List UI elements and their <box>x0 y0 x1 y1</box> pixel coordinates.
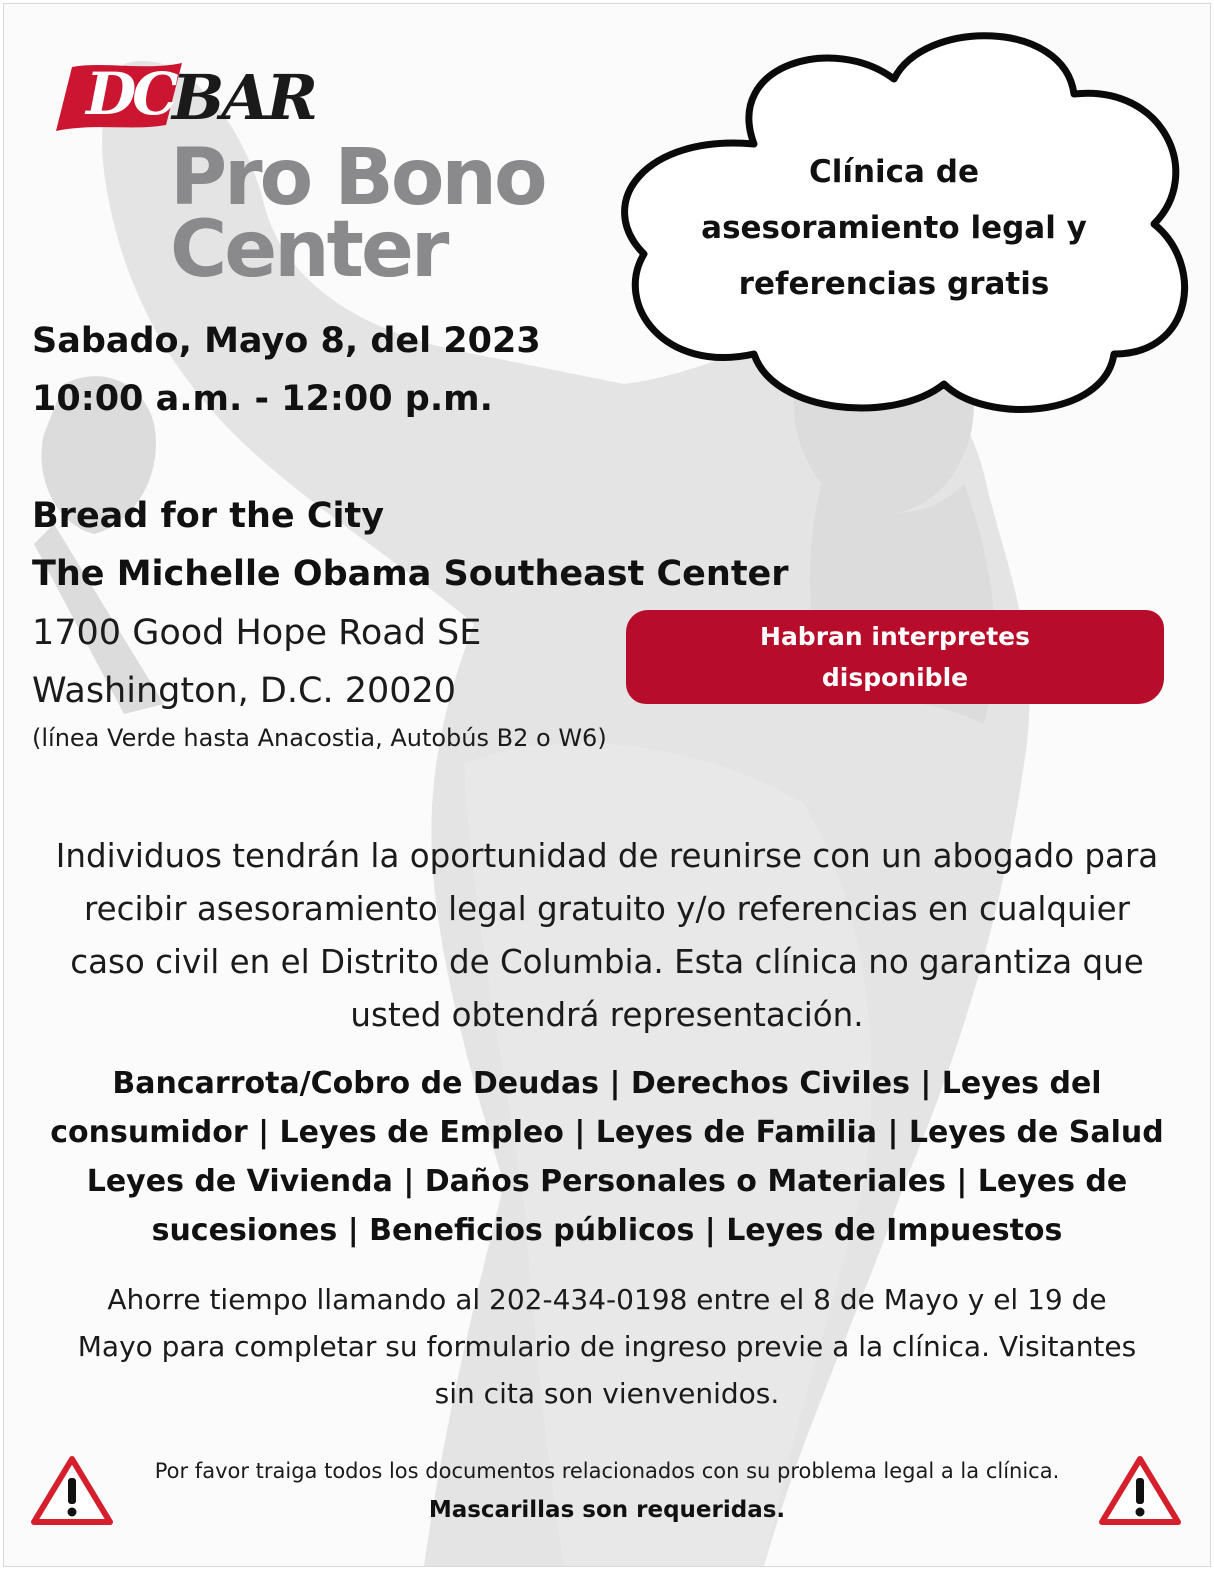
venue-name-1: Bread for the City <box>32 496 385 536</box>
venue-names <box>32 487 789 603</box>
cloud-heading <box>644 144 1144 312</box>
event-datetime <box>32 312 541 428</box>
intro-paragraph <box>4 830 1210 1042</box>
logo-pro-bono: Pro Bono <box>170 133 545 223</box>
address-street: 1700 Good Hope Road SE <box>32 613 482 653</box>
event-time: 10:00 a.m. - 12:00 p.m. <box>32 379 493 419</box>
flyer-page <box>3 3 1211 1567</box>
cloud-line-1: Clínica de <box>808 154 979 190</box>
dc-bar-logo <box>54 59 594 299</box>
transit-info: (línea Verde hasta Anacostia, Autobús B2 o W6) <box>32 724 607 752</box>
areas-line: sucesiones | Beneficios públicos | Leyes de Impuestos <box>151 1213 1063 1248</box>
practice-areas <box>4 1059 1210 1255</box>
event-date: Sabado, Mayo 8, del 2023 <box>32 321 541 361</box>
logo-dc-text: DC <box>86 60 175 128</box>
call-line: sin cita son vienvenidos. <box>434 1377 780 1410</box>
call-paragraph <box>4 1276 1210 1417</box>
call-line: Mayo para completar su formulario de ingreso previe a la clínica. Visitantes <box>77 1330 1137 1363</box>
areas-line: Leyes de Vivienda | Daños Personales o Materiales | Leyes de <box>86 1164 1128 1199</box>
interpreters-line-2: disponible <box>821 663 969 692</box>
masks-required: Mascarillas son requeridas. <box>428 1497 786 1523</box>
venue-address <box>32 604 481 720</box>
logo-center: Center <box>170 205 447 295</box>
intro-line: usted obtendrá representación. <box>350 996 864 1034</box>
intro-line: caso civil en el Distrito de Columbia. Esta clínica no garantiza que <box>70 943 1144 981</box>
intro-line: Individuos tendrán la oportunidad de reunirse con un abogado para <box>55 837 1159 875</box>
documents-note: Por favor traiga todos los documentos relacionados con su problema legal a la clínica. <box>154 1459 1060 1483</box>
areas-line: Bancarrota/Cobro de Deudas | Derechos Civiles | Leyes del <box>112 1066 1102 1101</box>
interpreters-line-1: Habran interpretes <box>760 622 1030 651</box>
call-line: Ahorre tiempo llamando al 202-434-0198 entre el 8 de Mayo y el 19 de <box>107 1283 1107 1316</box>
address-city: Washington, D.C. 20020 <box>32 671 457 711</box>
venue-name-2: The Michelle Obama Southeast Center <box>32 554 789 594</box>
intro-line: recibir asesoramiento legal gratuito y/o referencias en cualquier <box>84 890 1130 928</box>
areas-line: consumidor | Leyes de Empleo | Leyes de Familia | Leyes de Salud <box>50 1115 1164 1150</box>
logo-bar-text: BAR <box>172 61 316 134</box>
cloud-line-2: asesoramiento legal y <box>701 210 1087 246</box>
interpreters-badge <box>626 610 1164 704</box>
cloud-line-3: referencias gratis <box>738 266 1050 302</box>
